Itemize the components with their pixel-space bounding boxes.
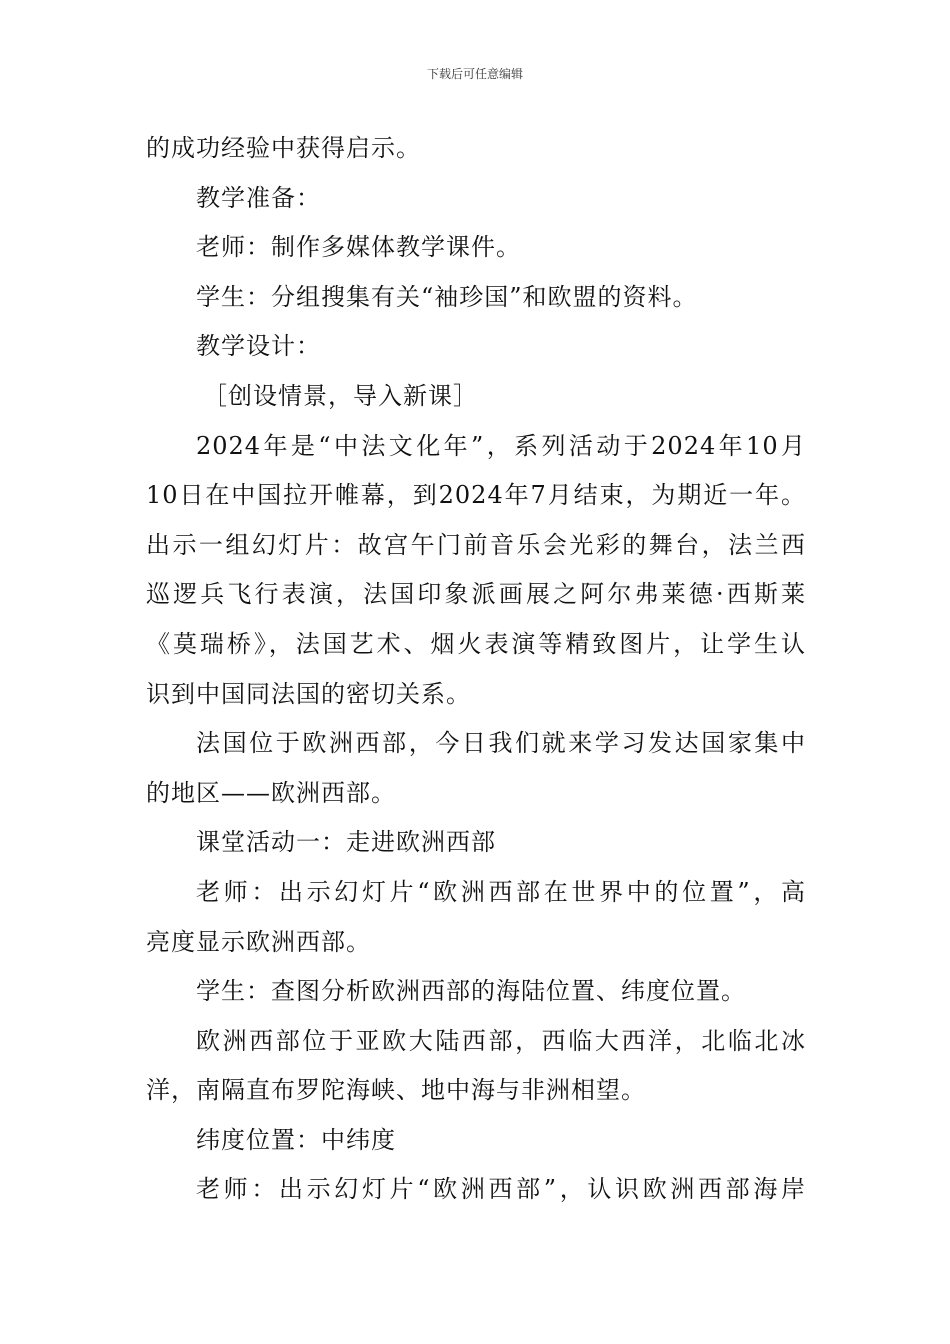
text-line: 老师：出示幻灯片“欧洲西部在世界中的位置”，高: [196, 877, 806, 906]
section-heading: ［创设情景，导入新课］: [203, 381, 478, 410]
text-line: 的成功经验中获得启示。: [146, 134, 421, 162]
text-line: 老师：制作多媒体教学课件。: [196, 233, 521, 262]
text-line: 法国位于欧洲西部，今日我们就来学习发达国家集中: [196, 729, 806, 758]
text-line: 教学设计：: [196, 332, 321, 361]
section-heading: 课堂活动一：走进欧洲西部: [196, 828, 496, 857]
text-line: 的地区——欧洲西部。: [146, 778, 396, 807]
text-line: 识到中国同法国的密切关系。: [146, 679, 471, 708]
text-line: 学生：分组搜集有关“袖珍国”和欧盟的资料。: [196, 282, 698, 311]
text-line: 老师：出示幻灯片“欧洲西部”，认识欧洲西部海岸: [196, 1175, 806, 1204]
text-line: 10日在中国拉开帷幕，到2024年7月结束，为期近一年。: [146, 481, 806, 510]
text-line: 2024年是“中法文化年”，系列活动于2024年10月: [196, 431, 806, 460]
text-line: 欧洲西部位于亚欧大陆西部，西临大西洋，北临北冰: [196, 1026, 806, 1055]
text-line: 教学准备：: [196, 183, 321, 212]
text-line: 纬度位置：中纬度: [196, 1125, 396, 1154]
document-body: [146, 124, 806, 1215]
text-line: 学生：查图分析欧洲西部的海陆位置、纬度位置。: [196, 977, 746, 1006]
text-line: 出示一组幻灯片：故宫午门前音乐会光彩的舞台，法兰西: [146, 530, 806, 559]
page-header-note: 下载后可任意编辑: [426, 67, 523, 81]
text-line: 《莫瑞桥》，法国艺术、烟火表演等精致图片，让学生认: [146, 629, 806, 658]
text-line: 巡逻兵飞行表演，法国印象派画展之阿尔弗莱德·西斯莱: [146, 580, 806, 609]
text-line: 洋，南隔直布罗陀海峡、地中海与非洲相望。: [146, 1076, 646, 1105]
text-line: 亮度显示欧洲西部。: [146, 927, 371, 956]
